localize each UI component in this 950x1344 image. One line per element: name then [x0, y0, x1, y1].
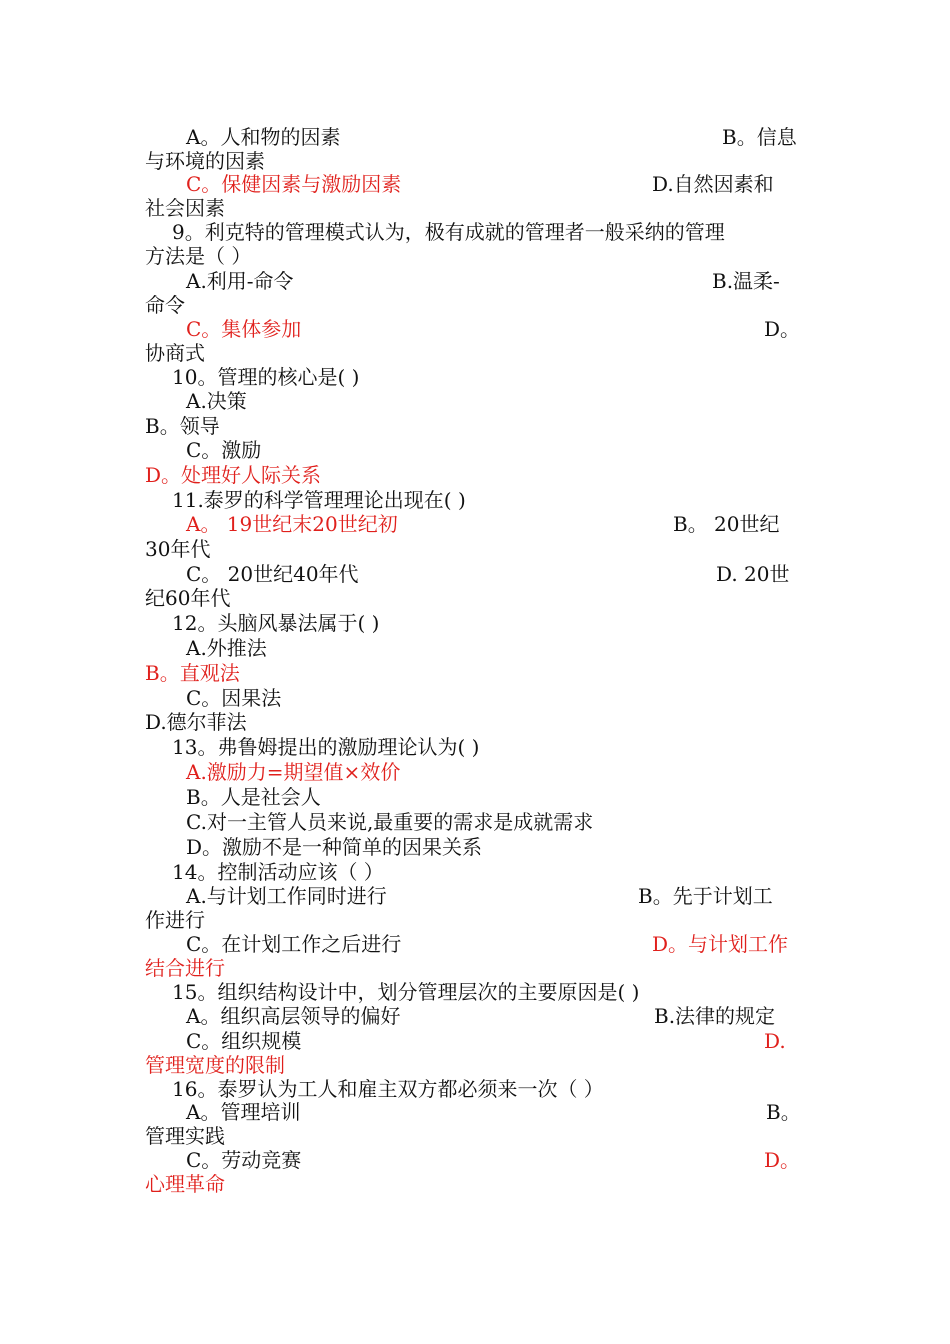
q14-option-b: B。先于计划工 — [638, 884, 773, 908]
q11-option-d-continued: 纪60年代 — [145, 586, 231, 610]
q13-option-c: C.对一主管人员来说,最重要的需求是成就需求 — [186, 810, 594, 834]
q9-option-c-answer: C。集体参加 — [186, 317, 302, 341]
q10-option-c: C。激励 — [186, 438, 262, 462]
q10-option-b: B。领导 — [145, 414, 220, 438]
q15-option-a: A。组织高层领导的偏好 — [186, 1004, 401, 1028]
q14-option-d-answer-continued: 结合进行 — [145, 956, 225, 980]
q9-option-d-continued: 协商式 — [145, 341, 205, 365]
q16-option-d-answer-continued: 心理革命 — [145, 1172, 225, 1196]
q13-stem: 13。弗鲁姆提出的激励理论认为( ) — [172, 735, 480, 759]
q11-option-b: B。 20世纪 — [673, 512, 780, 536]
q15-stem: 15。组织结构设计中，划分管理层次的主要原因是( ) — [172, 980, 640, 1004]
q8-option-c-answer: C。保健因素与激励因素 — [186, 172, 402, 196]
q8-option-d-continued: 社会因素 — [145, 196, 225, 220]
q12-option-c: C。因果法 — [186, 686, 282, 710]
q12-option-b-answer: B。直观法 — [145, 661, 240, 685]
q9-option-b: B.温柔- — [712, 269, 780, 293]
q9-option-a: A.利用-命令 — [186, 269, 294, 293]
q15-option-b: B.法律的规定 — [654, 1004, 776, 1028]
q16-stem: 16。泰罗认为工人和雇主双方都必须来一次（ ） — [172, 1077, 604, 1101]
q16-option-b-continued: 管理实践 — [145, 1124, 225, 1148]
q14-option-a: A.与计划工作同时进行 — [186, 884, 387, 908]
q11-stem: 11.泰罗的科学管理理论出现在( ) — [172, 488, 466, 512]
q13-option-a-answer: A.激励力=期望值×效价 — [186, 760, 401, 784]
q15-option-c: C。组织规模 — [186, 1029, 302, 1053]
q14-stem: 14。控制活动应该（ ） — [172, 860, 384, 884]
q14-option-b-continued: 作进行 — [145, 908, 205, 932]
q8-option-b: B。信息 — [722, 125, 797, 149]
q8-option-a: A。人和物的因素 — [186, 125, 341, 149]
q14-option-c: C。在计划工作之后进行 — [186, 932, 402, 956]
q10-option-a: A.决策 — [186, 389, 247, 413]
q12-stem: 12。头脑风暴法属于( ) — [172, 611, 380, 635]
q9-option-d: D。 — [764, 317, 801, 341]
q13-option-d: D。激励不是一种简单的因果关系 — [186, 835, 483, 859]
q15-option-d-answer: D. — [764, 1029, 786, 1053]
q11-option-d: D. 20世 — [716, 562, 790, 586]
q12-option-a: A.外推法 — [186, 636, 267, 660]
q12-option-d: D.德尔菲法 — [145, 710, 247, 734]
q11-option-b-continued: 30年代 — [145, 537, 211, 561]
q10-stem: 10。管理的核心是( ) — [172, 365, 360, 389]
q9-stem-continued: 方法是（ ） — [145, 244, 252, 268]
q11-option-c: C。 20世纪40年代 — [186, 562, 359, 586]
q16-option-c: C。劳动竞赛 — [186, 1148, 302, 1172]
q16-option-a: A。管理培训 — [186, 1100, 301, 1124]
q9-option-b-continued: 命令 — [145, 293, 185, 317]
q13-option-b: B。人是社会人 — [186, 785, 321, 809]
q16-option-b: B。 — [766, 1100, 801, 1124]
q11-option-a-answer: A。 19世纪末20世纪初 — [186, 512, 398, 536]
q8-option-b-continued: 与环境的因素 — [145, 149, 265, 173]
q15-option-d-answer-continued: 管理宽度的限制 — [145, 1053, 285, 1077]
q10-option-d-answer: D。处理好人际关系 — [145, 463, 322, 487]
q16-option-d-answer: D。 — [764, 1148, 801, 1172]
q8-option-d: D.自然因素和 — [652, 172, 774, 196]
q9-stem: 9。利克特的管理模式认为，极有成就的管理者一般采纳的管理 — [172, 220, 725, 244]
q14-option-d-answer: D。与计划工作 — [652, 932, 789, 956]
